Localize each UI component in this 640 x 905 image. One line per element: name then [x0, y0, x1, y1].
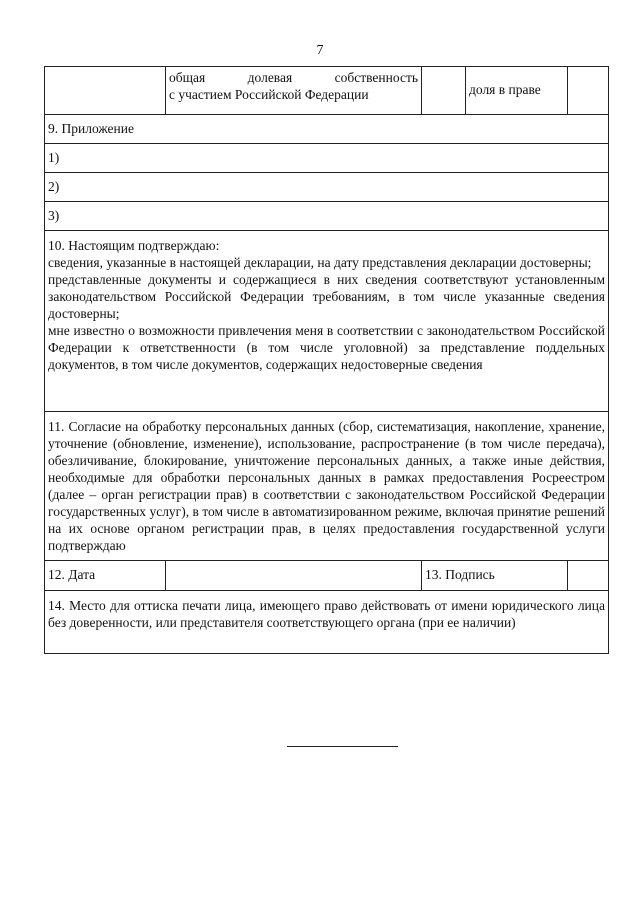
- date-field[interactable]: [166, 561, 422, 591]
- attachments-title: 9. Приложение: [45, 115, 609, 144]
- signature-field[interactable]: [568, 561, 609, 591]
- confirmation-paragraph: сведения, указанные в настоящей декларации, на дату представления декларации достоверны;: [48, 255, 592, 270]
- signature-label: 13. Подпись: [422, 561, 568, 591]
- stamp-row: [45, 591, 609, 654]
- stamp-cell: [45, 591, 609, 654]
- attachment-row: [45, 173, 609, 202]
- share-label: доля в праве: [469, 82, 541, 97]
- ownership-row: [45, 67, 609, 115]
- closing-divider-line: [287, 746, 398, 747]
- consent-text: 11. Согласие на обработку персональных данных (сбор, систематизация, накопление, хранение, уточнение (обновление, изменение), использование, распространение (в том числе передача), обезличивание, блокирование, уничтожение персональных данных, а также иные действия, необходимые для обработки персональных данных в рамках предоставления Росреестром (далее – орган регистрации прав) в соответствии с законодательством Российской Федерации государственных услуг), в том числе в автоматизированном режиме, включая принятие решений на их основе органом регистрации прав, в целях предоставления государственной услуги подтверждаю: [48, 419, 605, 553]
- attachment-item-1[interactable]: 1): [45, 144, 609, 173]
- ownership-type-cell: [166, 67, 422, 115]
- attachment-row: [45, 202, 609, 231]
- confirmation-paragraph: мне известно о возможности привлечения меня в соответствии с законодательством Российской Федерации к ответственности (в том числе уголовной) за представление поддельных документов, в том числе документов, содержащих недостоверные сведения: [48, 323, 605, 372]
- attachment-item-3[interactable]: 3): [45, 202, 609, 231]
- ownership-type-line2: с участием Российской Федерации: [169, 87, 369, 102]
- confirmation-title: 10. Настоящим подтверждаю:: [48, 238, 220, 253]
- ownership-type-line1: общая долевая собственность: [169, 70, 418, 85]
- stamp-text: 14. Место для оттиска печати лица, имеющего право действовать от имени юридического лица без доверенности, или представителя соответствующего органа (при ее наличии): [48, 598, 605, 630]
- share-value-cell[interactable]: [568, 67, 609, 115]
- consent-cell: [45, 412, 609, 561]
- confirmation-cell: [45, 231, 609, 412]
- consent-row: [45, 412, 609, 561]
- page-number: 7: [316, 43, 324, 58]
- attachments-title-row: [45, 115, 609, 144]
- date-label: 12. Дата: [45, 561, 166, 591]
- attachment-row: [45, 144, 609, 173]
- ownership-empty-cell[interactable]: [45, 67, 166, 115]
- declaration-form-table: [44, 66, 609, 654]
- confirmation-paragraph: представленные документы и содержащиеся в них сведения соответствуют установленным законодательством Российской Федерации требованиям, в том числе указанные сведения достоверны;: [48, 272, 605, 321]
- confirmation-row: [45, 231, 609, 412]
- ownership-checkbox-cell[interactable]: [422, 67, 466, 115]
- attachment-item-2[interactable]: 2): [45, 173, 609, 202]
- date-signature-row: [45, 561, 609, 591]
- share-label-cell: [466, 67, 568, 115]
